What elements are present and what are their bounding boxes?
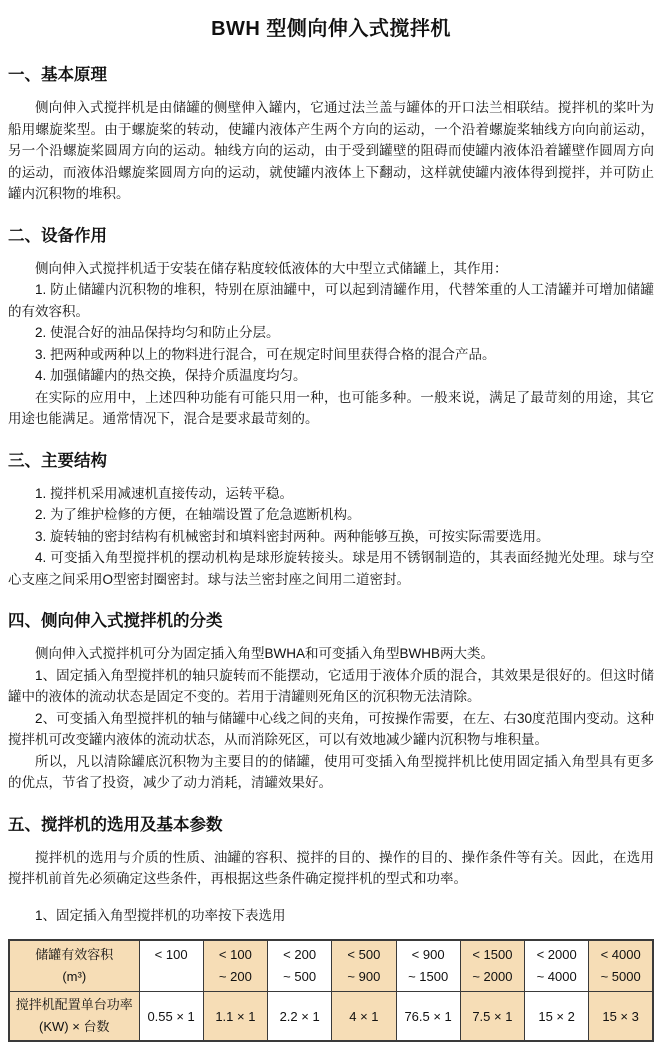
power-cell: 15 × 3: [589, 992, 653, 1042]
capacity-value: < 100: [218, 947, 252, 962]
paragraph: 侧向伸入式搅拌机可分为固定插入角型BWHA和可变插入角型BWHB两大类。: [35, 646, 494, 661]
capacity-value: ~ 2000: [472, 969, 513, 984]
section-heading-main-structure: 三、主要结构: [8, 451, 107, 470]
section-heading-basic-principle: 一、基本原理: [8, 66, 107, 84]
capacity-value: [141, 966, 202, 988]
section-heading-classification: 四、侧向伸入式搅拌机的分类: [8, 612, 223, 630]
table-row-capacity: [9, 940, 653, 992]
capacity-value: < 4000: [600, 947, 641, 962]
capacity-cell: [139, 940, 203, 992]
list-item: 3. 旋转轴的密封结构有机械密封和填料密封两种。两种能够互换，可按实际需要选用。: [35, 528, 550, 544]
capacity-value: < 1500: [472, 947, 513, 962]
list-item: 2、可变插入角型搅拌机的轴与储罐中心线之间的夹角，可按操作需要，在左、右30度范围内变动。这种搅拌机可改变罐内液体的流动状态，从而消除死区，可以有效地减少罐内沉积物与堆积量。: [8, 710, 654, 747]
list-item: 4. 可变插入角型搅拌机的摆动机构是球形旋转接头。球是用不锈钢制造的，其表面经抛光处理。球与空心支座之间采用O型密封圈密封。球与法兰密封座之间用二道密封。: [8, 550, 654, 587]
list-item: 2. 为了维护检修的方便，在轴端设置了危急遮断机构。: [35, 507, 361, 522]
capacity-value: ~ 900: [347, 969, 381, 984]
capacity-cell: [460, 940, 524, 992]
power-cell: 15 × 2: [525, 992, 589, 1042]
capacity-value: < 100: [154, 947, 188, 962]
capacity-cell: [525, 940, 589, 992]
paragraph: 侧向伸入式搅拌机是由储罐的侧壁伸入罐内，它通过法兰盖与罐体的开口法兰相联结。搅拌机的桨叶为船用螺旋桨型。由于螺旋桨的转动，使罐内液体产生两个方向的运动，一个沿着螺旋桨轴线方向向前运动，另一个沿螺旋桨圆周方向的运动。轴线方向的运动，由于受到罐壁的阻碍而使罐内液体沿着罐壁作圆周方向的运动，而液体沿螺旋桨圆周方向的运动，就使罐内液体上下翻动，这样就使罐内液体得到搅拌，并可防止罐内沉积物的堆积。: [8, 100, 654, 201]
power-cell: 0.55 × 1: [139, 992, 203, 1042]
paragraph: 在实际的应用中，上述四种功能有可能只用一种，也可能多种。一般来说，满足了最苛刻的用途，其它用途也能满足。通常情况下，混合是要求最苛刻的。: [8, 389, 654, 426]
paragraph: 搅拌机的选用与介质的性质、油罐的容积、搅拌的目的、操作的目的、操作条件等有关。因此，在选用搅拌机前首先必须确定这些条件，再根据这些条件确定搅拌机的型式和功率。: [8, 849, 654, 886]
capacity-value: ~ 200: [218, 969, 252, 984]
power-cell: 4 × 1: [332, 992, 396, 1042]
capacity-cell: [203, 940, 267, 992]
row-header-power: [9, 992, 139, 1042]
paragraph: 侧向伸入式搅拌机适于安装在储存粘度较低液体的大中型立式储罐上，其作用：: [35, 260, 508, 276]
row-header-capacity-line1: 储罐有效容积: [35, 947, 114, 962]
list-item: 1. 防止储罐内沉积物的堆积，特别在原油罐中，可以起到清罐作用，代替笨重的人工清罐并可增加储罐的有效容积。: [8, 282, 654, 319]
table-caption: 1、固定插入角型搅拌机的功率按下表选用: [35, 907, 286, 923]
list-item: 1、固定插入角型搅拌机的轴只旋转而不能摆动，它适用于液体介质的混合，其效果是很好的。但这时储罐中的液体的流动状态是固定不变的。若用于清罐则死角区的沉积物无法清除。: [8, 667, 654, 704]
capacity-value: < 500: [347, 947, 381, 962]
row-header-power-line2: (KW) × 台数: [39, 1019, 110, 1034]
capacity-cell: [268, 940, 332, 992]
power-selection-table: [8, 939, 654, 1042]
row-header-power-line1: 搅拌机配置单台功率: [15, 997, 133, 1012]
row-header-capacity-line2: (m³): [62, 969, 87, 984]
capacity-value: ~ 5000: [600, 969, 641, 984]
capacity-value: ~ 1500: [408, 969, 449, 984]
table-row-power: [9, 992, 653, 1042]
capacity-value: ~ 500: [283, 969, 317, 984]
list-item: 2. 使混合好的油品保持均匀和防止分层。: [35, 325, 280, 340]
list-item: 1. 搅拌机采用减速机直接传动，运转平稳。: [35, 485, 294, 501]
document-title: BWH 型侧向伸入式搅拌机: [211, 18, 451, 40]
capacity-cell: [332, 940, 396, 992]
section-heading-selection-parameters: 五、搅拌机的选用及基本参数: [8, 815, 223, 834]
capacity-value: < 2000: [536, 947, 577, 962]
capacity-value: ~ 4000: [536, 969, 577, 984]
section-heading-equipment-function: 二、设备作用: [8, 226, 107, 245]
power-cell: 1.1 × 1: [203, 992, 267, 1042]
row-header-capacity: [9, 940, 139, 992]
capacity-cell: [396, 940, 460, 992]
power-cell: 2.2 × 1: [268, 992, 332, 1042]
list-item: 4. 加强储罐内的热交换，保持介质温度均匀。: [35, 368, 307, 383]
list-item: 3. 把两种或两种以上的物料进行混合，可在规定时间里获得合格的混合产品。: [35, 346, 496, 362]
capacity-cell: [589, 940, 653, 992]
paragraph: 所以，凡以清除罐底沉积物为主要目的的储罐，使用可变插入角型搅拌机比使用固定插入角型具有更多的优点，节省了投资，减少了动力消耗，清罐效果好。: [8, 753, 654, 790]
capacity-value: < 200: [283, 947, 317, 962]
power-cell: 7.5 × 1: [460, 992, 524, 1042]
capacity-value: < 900: [411, 947, 445, 962]
power-cell: 76.5 × 1: [396, 992, 460, 1042]
